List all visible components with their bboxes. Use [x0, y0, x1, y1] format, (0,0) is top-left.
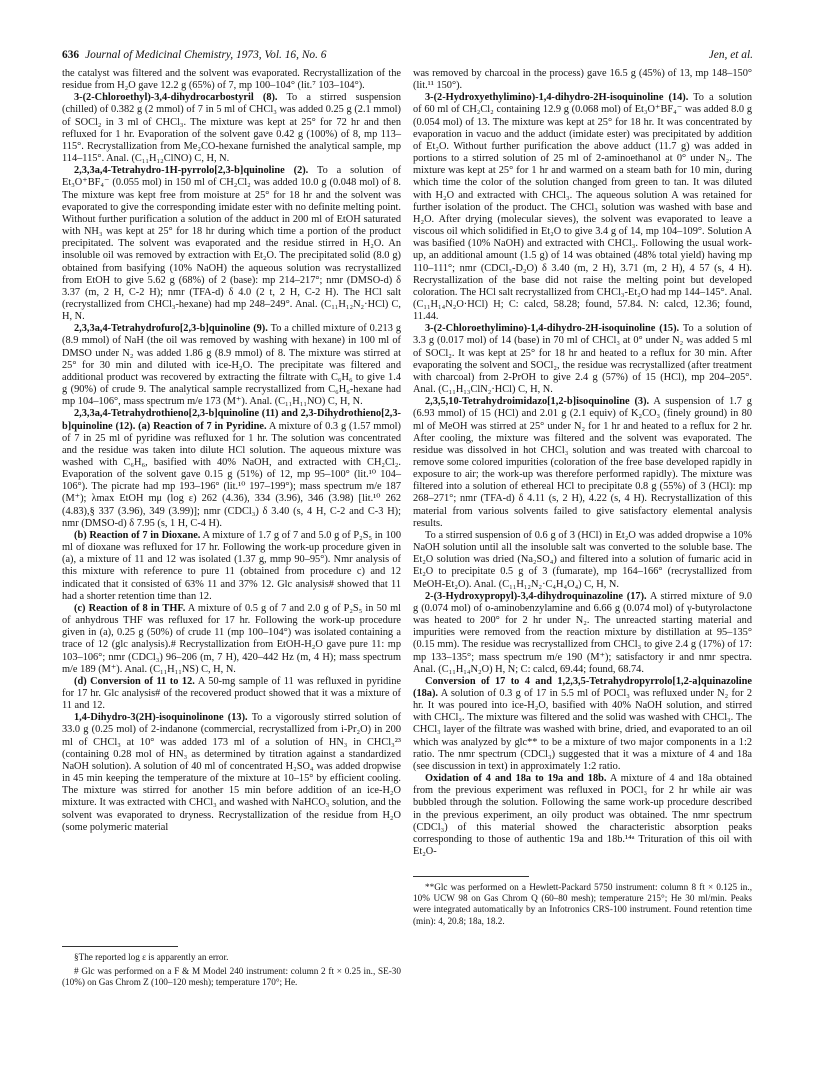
paragraph	[413, 676, 752, 773]
paragraph-text: To a stirred suspension of 0.6 g of 3 (HCl) in Et₂O was added dropwise a 10% NaOH solution until all the insoluble salt was converted to the soluble base. The Et₂O solution was dried (Na₂SO₄) and filtered into a solution of fumaric acid in Et₂O to precipitate 0.5 g of 3 (fumarate), mp 164–166° (recrystallized from MeOH-Et₂O). Anal. (C₁₁H₁₂N₂·C₄H₄O₄) C, H, N.	[413, 529, 752, 590]
paragraph-text: A mixture of 0.3 g (1.57 mmol) of 7 in 25 ml of pyridine was refluxed for 1 hr. The solution was concentrated and the residue was taken into dilute HCl solution. The aqueous mixture was washed with C₆H₆, basified with 40% NaOH, and extracted with CH₂Cl₂. Evaporation of the solvent gave 0.15 g (51%) of 12, mp 95–100° (lit.¹⁰ 104–106°). The picrate had mp 193–196° (lit.¹⁰ 197–199°); mass spectrum m/e 187 (M⁺); λmax EtOH mμ (log ε) 262 (4.36), 334 (3.96), 346 (3.98) [lit.¹⁰ 262 (4.83),§ 337 (3.96), 349 (3.99)]; nmr (CDCl₃) δ 3.40 (s, 4 H, C-2 and C-3 H); nmr (DMSO-d) δ 7.95 (s, 1 H, C-4 H).	[62, 420, 401, 529]
paragraph	[62, 92, 401, 165]
paragraph	[413, 92, 752, 323]
header-authors: Jen, et al.	[708, 49, 753, 61]
procedure-heading: 2,3,3a,4-Tetrahydrofuro[2,3-b]quinoline (9).	[74, 323, 268, 335]
paragraph-text: To a solution of 3.3 g (0.017 mol) of 14 (base) in 70 ml of CHCl₃ at 0° under N₂ was added 5 ml of SOCl₂. It was kept at 25° for 18 hr and heated to a reflux for 30 min. After evaporating the solvent and SOCl₂, the residue was recrystallized (after treatment with charcoal) from 2-PrOH to give 2.4 g (57%) of 15 (HCl), mp 204–205°. Anal. (C₁₁H₁₃ClN₂·HCl) C, H, N.	[413, 323, 753, 396]
procedure-heading: Oxidation of 4 and 18a to 19a and 18b.	[425, 773, 607, 785]
footnote: **Glc was performed on a Hewlett-Packard 5750 instrument: column 8 ft × 0.125 in., 10% UCW 98 on Gas Chrom Q (60–80 mesh); temperature 215°; He 30 ml/min. Peaks were integrated automatically by an Infotronics CRS-100 instrument. Found retention time (min): 4, 20.8; 18a, 18.2.	[413, 882, 752, 926]
paragraph	[62, 165, 401, 323]
procedure-heading: (b) Reaction of 7 in Dioxane.	[74, 529, 201, 541]
procedure-heading: 2,3,5,10-Tetrahydroimidazo[1,2-b]isoquinoline (3).	[425, 396, 650, 408]
paragraph-text: A mixture of 1.7 g of 7 and 5.0 g of P₂S₅ in 100 ml of dioxane was refluxed for 17 hr. Following the work-up procedure given in (a), a mixture of 11 and 12 was isolated (1.37 g, mmp 90–95°). Nmr analysis of this mixture with reference to pure 11 (obtained from procedure c) and 12 indicated that it consisted of 63% 11 and 37% 12. Glc analysis# showed that 11 had a shorter retention time than 12.	[62, 529, 401, 602]
paragraph	[413, 773, 752, 858]
paragraph-text: was removed by charcoal in the process) gave 16.5 g (45%) of 13, mp 148–150° (lit.¹¹ 150°).	[413, 68, 752, 92]
paragraph	[62, 323, 401, 408]
procedure-heading: 3-(2-Hydroxyethylimino)-1,4-dihydro-2H-isoquinoline (14).	[425, 92, 689, 104]
paragraph-text: A mixture of 0.5 g of 7 and 2.0 g of P₂S₅ in 50 ml of anhydrous THF was refluxed for 17 hr. Following the work-up procedure given in (a), 0.25 g (50%) of crude 11 (mp 100–104°) was isolated containing a trace of 12 (glc analysis).# Recrystallization from EtOH-H₂O gave pure 11: mp 103–106°; nmr (CDCl₃) 96–206 (m, 7 H), 420–442 Hz (m, 4 H); mass spectrum m/e 189 (M⁺). Anal. (C₁₁H₁₁NS) C, H, N.	[62, 602, 401, 675]
paragraph	[62, 603, 401, 676]
paragraph-text: A stirred mixture of 9.0 g (0.074 mol) of o-aminobenzylamine and 6.66 g (0.074 mol) of γ-butyrolactone was heated to 200° for 2 hr under N₂. The unreacted starting material and impurities were removed from the reaction mixture by distillation at 95–135° (0.15 mm). The residue was recrystallized from CHCl₃ to give 2.4 g (17%) of 17: mp 133–135°; mass spectrum m/e 190 (M⁺); satisfactory ir and nmr spectra. Anal. (C₁₁H₁₄N₂O) H, N; C: calcd, 69.44; found, 68.74.	[413, 590, 753, 675]
paragraph	[62, 530, 401, 603]
footnote-rule-left	[62, 946, 178, 947]
page-number: 636	[62, 49, 80, 61]
paragraph-text: the catalyst was filtered and the solvent was evaporated. Recrystallization of the residue from H₂O gave 12.2 g (65%) of 7, mp 100–104° (lit.⁷ 103–104°).	[62, 68, 401, 92]
paragraph-text: To a solution of Et₃O⁺BF₄⁻ (0.055 mol) in 150 ml of CH₂Cl₂ was added 10.0 g (0.048 mol) of 8. The mixture was kept free from moisture at 25° for 18 hr and the solvent was evaporated to give the corresponding imidate ester with no definite melting point. Without further purification a solution of the adduct in 200 ml of EtOH saturated with NH₃ was kept at 25° for 18 hr during which time a portion of the product precipitated. The solvent was evaporated and the residue stirred in H₂O. An insoluble oil was removed by extraction with Et₂O. The precipitated solid (8.0 g) obtained from basifying (10% NaOH) the aqueous solution was recrystallized from EtOH to give 5.62 g (68%) of 2 (base): mp 214–217°; nmr (DMSO-d) δ 3.37 (m, 2 H, C-2 H); nmr (TFA-d) δ 4.0 (2 t, 2 H, C-2 H). The HCl salt (recrystallized from CHCl₃-hexane) had mp 248–249°. Anal. (C₁₁H₁₂N₂·HCl) C, H, N.	[62, 165, 402, 323]
procedure-heading: 2-(3-Hydroxypropyl)-3,4-dihydroquinazoline (17).	[425, 590, 647, 602]
procedure-heading: 2,3,3a,4-Tetrahydrothieno[2,3-b]quinoline (11) and 2,3-Dihydrothieno[2,3-b]quinoline (12). (a) Reaction of 7 in Pyridine.	[62, 408, 401, 432]
footnotes-right	[413, 882, 752, 930]
paragraph-text: To a vigorously stirred solution of 33.0 g (0.25 mol) of 2-indanone (commercial, recrystallized from i-Pr₂O) in 200 ml of CHCl₃ at 10° was added 173 ml of a solution of HN₃ in CHCl₃²³ (containing 0.28 mol of HN₃ as determined by titration against a standardized NaOH solution). A solution of 40 ml of concentrated H₂SO₄ was added dropwise in 45 min keeping the temperature of the mixture at 10–15° by efficient cooling. The mixture was stirred for another 15 min before addition of an ice-H₂O mixture. It was extracted with CHCl₃ and washed with NaHCO₃ solution, and the solvent was evaporated to dryness. Recrystallization of the residue from H₂O (some polymeric material	[62, 712, 402, 833]
paragraph-text: A suspension of 1.7 g (6.93 mmol) of 15 (HCl) and 2.01 g (2.1 equiv) of K₂CO₃ (finely ground) in 80 ml of MeOH was stirred at 25° under N₂ for 1 hr and heated to a reflux for 2 hr. After cooling, the mixture was filtered and the solvent was evaporated. The residue was dissolved in hot CHCl₃ solution and was treated with charcoal to remove some colored impurities (coloration of the free base developed rapidly in exposure to air; the work-up was therefore performed rapidly). The mixture was filtered into a solution of ethereal HCl to precipitate 0.8 g (55%) of 3 (HCl): mp 268–271°; nmr (TFA-d) δ 4.11 (s, 2 H), 4.22 (s, 4 H). Recrystallization of this material from various solvents failed to give satisfactory elemental analysis results.	[413, 396, 752, 529]
text-column-right	[413, 68, 752, 858]
procedure-heading: Conversion of 17 to 4 and 1,2,3,5-Tetrahydropyrrolo[1,2-a]quinazoline (18a).	[413, 675, 752, 699]
footnotes-left	[62, 952, 401, 992]
journal-citation: Journal of Medicinal Chemistry, 1973, Vol. 16, No. 6	[85, 49, 327, 61]
paragraph	[413, 591, 752, 676]
header-left	[62, 46, 327, 64]
paragraph-text: A mixture of 4 and 18a obtained from the previous experiment was refluxed in POCl₃ for 2 hr while air was bubbled through the solution. Following the same work-up procedure described in the previous experiment, an oily product was obtained. The nmr spectrum (CDCl₃) of this material showed the characteristic absorption peaks corresponding to those of authentic 19a and 18b.¹⁴ᵃ Trituration of this oil with Et₂O-	[413, 773, 752, 857]
procedure-heading: 3-(2-Chloroethylimino)-1,4-dihydro-2H-isoquinoline (15).	[425, 323, 680, 335]
paragraph-text: To a chilled mixture of 0.213 g (8.9 mmol) of NaH (the oil was removed by washing with hexane) in 100 ml of DMSO under N₂ was added 1.86 g (8.9 mmol) of 8. The mixture was stirred at 25° for 30 min and diluted with ice-H₂O. The precipitate was filtered and additional product was recovered by extracting the filtrate with C₆H₆ to give 1.4 g (90%) of crude 9. The analytical sample recrystallized from C₆H₆-hexane had mp 104–106°, mass spectrum m/e 173 (M⁺). Anal. (C₁₁H₁₁NO) C, H, N.	[62, 323, 402, 408]
text-column-left	[62, 68, 401, 834]
procedure-heading: 1,4-Dihydro-3(2H)-isoquinolinone (13).	[74, 712, 248, 724]
procedure-heading: (c) Reaction of 8 in THF.	[74, 602, 186, 614]
footnote-rule-right	[413, 876, 529, 877]
paragraph-text: A 50-mg sample of 11 was refluxed in pyridine for 17 hr. Glc analysis# of the recovered product showed that it was a mixture of 11 and 12.	[62, 675, 401, 712]
procedure-heading: 3-(2-Chloroethyl)-3,4-dihydrocarbostyril (8).	[74, 92, 278, 104]
paragraph	[62, 676, 401, 712]
footnote: §The reported log ε is apparently an error.	[74, 952, 229, 962]
running-header	[62, 46, 753, 64]
footnote: # Glc was performed on a F & M Model 240 instrument: column 2 ft × 0.25 in., SE-30 (10%) on Gas Chrom Z (100–120 mesh); temperature 170°; He.	[62, 966, 401, 988]
paragraph-text: A solution of 0.3 g of 17 in 5.5 ml of POCl₃ was refluxed under N₂ for 2 hr. It was poured into ice-H₂O, basified with 40% NaOH solution, and stirred with CHCl₃. The mixture was filtered and the solid was washed with CHCl₃. The CHCl₃ layer of the filtrate was washed with brine, dried, and evaporated to an oil which was analyzed by glc** to be a mixture of two major components in a 1:2 ratio. The nmr spectrum (CDCl₃) suggested that it was a mixture of 4 and 18a (see discussion in text) in approximately 1:2 ratio.	[413, 687, 752, 772]
procedure-heading: (d) Conversion of 11 to 12.	[74, 675, 195, 687]
procedure-heading: 2,3,3a,4-Tetrahydro-1H-pyrrolo[2,3-b]quinoline (2).	[74, 165, 309, 177]
paragraph	[413, 68, 752, 92]
paragraph-text: To a stirred suspension (chilled) of 0.382 g (2 mmol) of 7 in 5 ml of CHCl₃ was added 0.25 g (2.1 mmol) of SOCl₂ in 3 ml of CHCl₃. The mixture was kept at 25° for 72 hr and then refluxed for 1 hr. Evaporation of the solvent gave 0.42 g (100%) of 8, mp 113–115°. Recrystallization from Me₂CO-hexane furnished the analytical sample, mp 114–115°. Anal. (C₁₁H₁₂ClNO) C, H, N.	[62, 92, 401, 165]
paragraph-text: To a solution of 60 ml of CH₂Cl₂ containing 12.9 g (0.068 mol) of Et₃O⁺BF₄⁻ was added 8.0 g (0.054 mol) of 13. The mixture was kept at 25° for 18 hr. It was concentrated by evaporation in vacuo and the adduct (imidate ester) was precipitated by addition of Et₂O. Without further purification the above adduct (11.7 g) was added in portions to a stirred solution of 25 ml of 2-aminoethanol at 0° under N₂. The mixture was kept at 25° for 1 hr and warmed on a steam bath for 10 min, during which time the color of the solution changed from green to tan. It was diluted with H₂O and extracted with CHCl₃. The aqueous solution A was retained for further isolation of the product. The CHCl₃ solution was washed with base and H₂O. After drying (molecular sieves), the solvent was evaporated to leave a viscous oil which solidified in Et₂O to give 3.4 g of 14, mp 104–109°. Solution A was basified (10% NaOH) and extracted with CHCl₃. Following the usual work-up, an additional amount (1.5 g) of 14 was obtained (48% total yield) having mp 110–111°; nmr (CDCl₃-D₂O) δ 3.40 (m, 2 H), 3.71 (m, 2 H), 4 57 (s, 4 H). Recrystallization of the base did not raise the melting point but developed coloration. The HCl salt recrystallized from CHCl₃-Et₂O had mp 144–145°. Anal. (C₁₁H₁₄N₂O·HCl) H; C: calcd, 58.28; found, 57.84. N: calcd, 12.36; found, 11.44.	[413, 92, 753, 323]
paragraph	[413, 530, 752, 591]
paragraph	[62, 68, 401, 92]
paragraph	[413, 396, 752, 530]
paragraph	[413, 323, 752, 396]
paragraph	[62, 712, 401, 834]
paragraph	[62, 408, 401, 530]
